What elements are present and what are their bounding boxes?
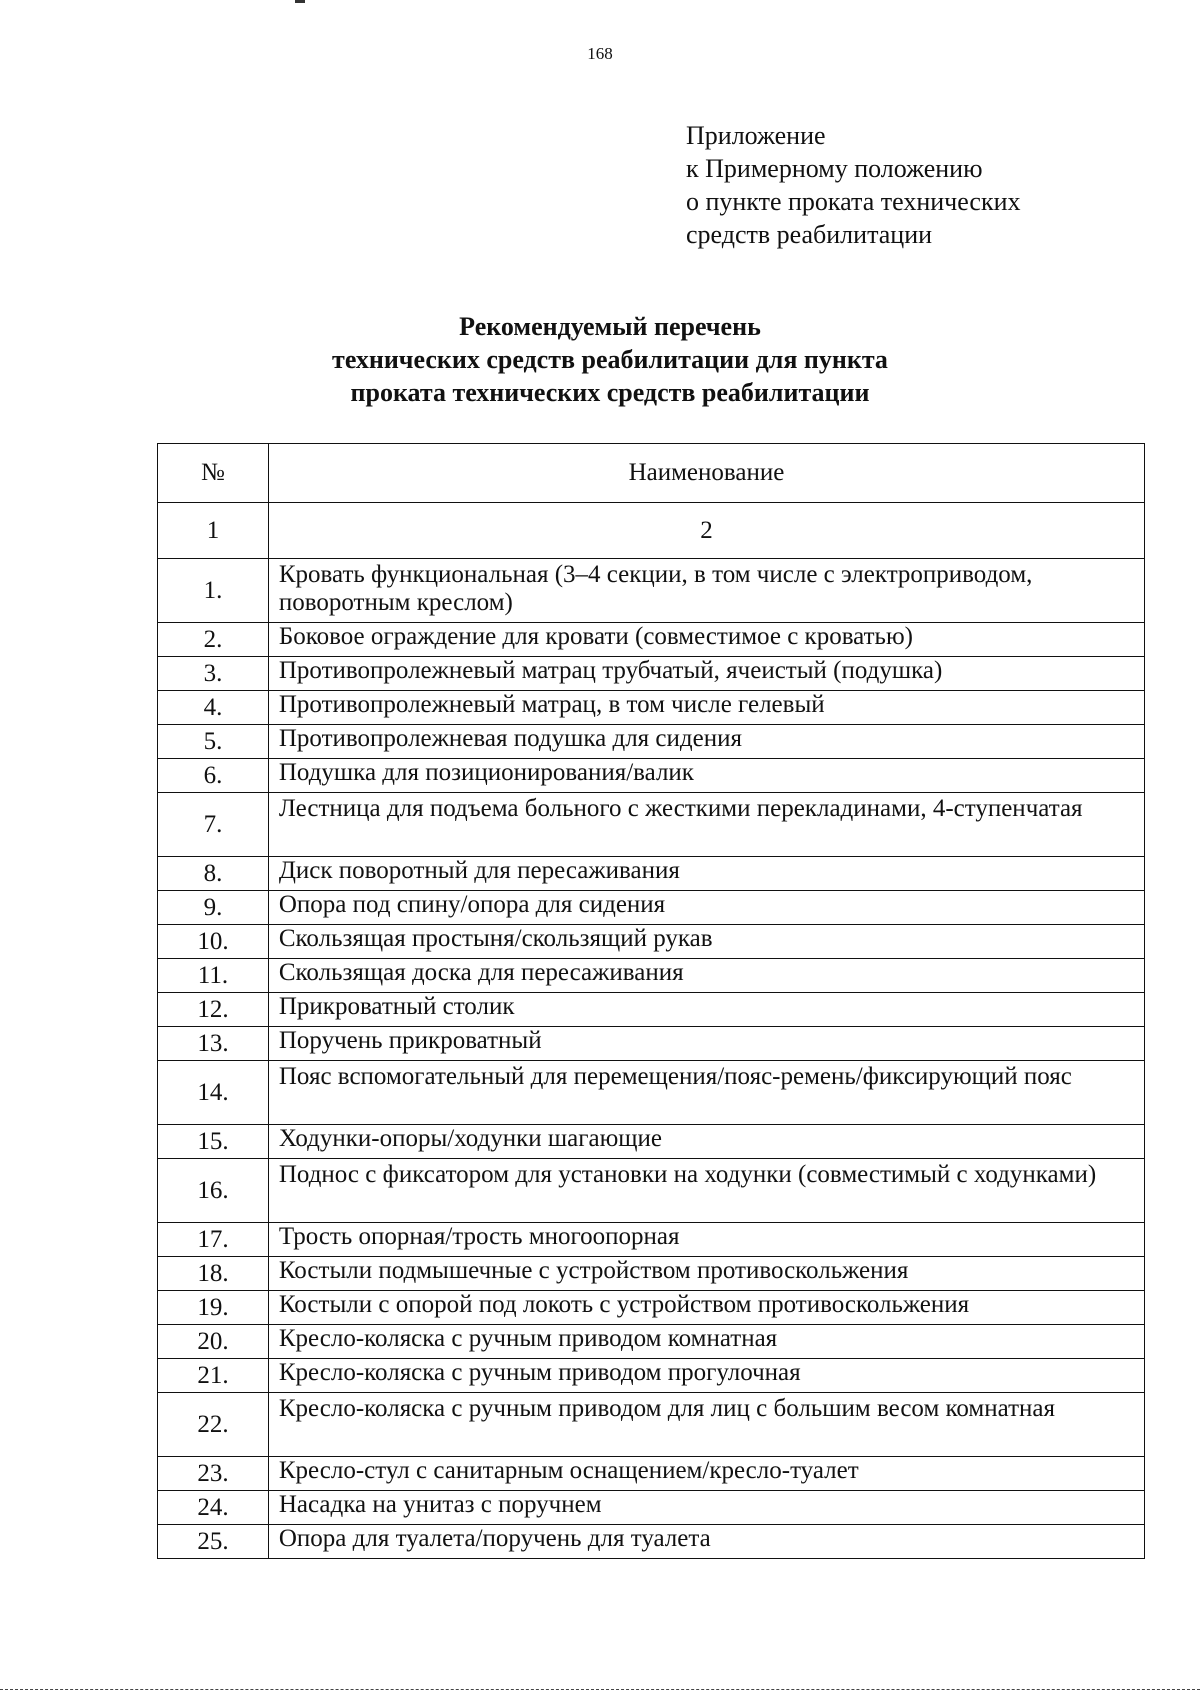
row-name: Скользящая доска для пересаживания — [268, 959, 1144, 993]
table-row — [158, 1223, 1145, 1257]
row-number: 25. — [158, 1525, 269, 1559]
table-row — [158, 857, 1145, 891]
row-number: 15. — [158, 1125, 269, 1159]
table-row — [158, 1125, 1145, 1159]
row-number: 4. — [158, 691, 269, 725]
column-number: 1 — [158, 503, 269, 559]
header-number: № — [158, 444, 269, 503]
row-name: Трость опорная/трость многоопорная — [268, 1223, 1144, 1257]
table-row — [158, 1061, 1145, 1125]
row-number: 9. — [158, 891, 269, 925]
page-number: 168 — [587, 44, 613, 63]
row-name: Кресло-стул с санитарным оснащением/кресло-туалет — [268, 1457, 1144, 1491]
table-row — [158, 725, 1145, 759]
table-row — [158, 925, 1145, 959]
row-number: 11. — [158, 959, 269, 993]
table-row — [158, 759, 1145, 793]
row-name: Прикроватный столик — [268, 993, 1144, 1027]
row-number: 10. — [158, 925, 269, 959]
table-row — [158, 1257, 1145, 1291]
row-name: Противопролежневый матрац, в том числе гелевый — [268, 691, 1144, 725]
row-number: 20. — [158, 1325, 269, 1359]
row-name: Пояс вспомогательный для перемещения/пояс-ремень/фиксирующий пояс — [268, 1061, 1144, 1125]
table-row — [158, 1525, 1145, 1559]
row-name: Опора под спину/опора для сидения — [268, 891, 1144, 925]
document-title — [0, 310, 1200, 409]
row-number: 16. — [158, 1159, 269, 1223]
table-row — [158, 793, 1145, 857]
row-number: 1. — [158, 559, 269, 623]
row-name: Костыли с опорой под локоть с устройством противоскольжения — [268, 1291, 1144, 1325]
row-number: 13. — [158, 1027, 269, 1061]
row-number: 17. — [158, 1223, 269, 1257]
row-name: Поднос с фиксатором для установки на ходунки (совместимый с ходунками) — [268, 1159, 1144, 1223]
table-row — [158, 993, 1145, 1027]
row-name: Насадка на унитаз с поручнем — [268, 1491, 1144, 1525]
row-name: Скользящая простыня/скользящий рукав — [268, 925, 1144, 959]
appendix-line: Приложение — [686, 121, 826, 150]
title-line: технических средств реабилитации для пункта — [332, 345, 888, 374]
table-row — [158, 1291, 1145, 1325]
row-name: Лестница для подъема больного с жесткими перекладинами, 4-ступенчатая — [268, 793, 1144, 857]
table-row — [158, 559, 1145, 623]
row-number: 5. — [158, 725, 269, 759]
items-table — [157, 443, 1145, 1559]
row-name: Кровать функциональная (3–4 секции, в том числе с электроприводом, поворотным креслом) — [268, 559, 1144, 623]
row-name: Кресло-коляска с ручным приводом для лиц с большим весом комнатная — [268, 1393, 1144, 1457]
row-name: Диск поворотный для пересаживания — [268, 857, 1144, 891]
appendix-line: к Примерному положению — [686, 154, 983, 183]
column-number-row — [158, 503, 1145, 559]
table-row — [158, 691, 1145, 725]
table-row — [158, 1359, 1145, 1393]
scan-mark — [295, 0, 305, 3]
row-number: 21. — [158, 1359, 269, 1393]
row-name: Кресло-коляска с ручным приводом комнатная — [268, 1325, 1144, 1359]
table-row — [158, 623, 1145, 657]
header-name: Наименование — [268, 444, 1144, 503]
row-number: 2. — [158, 623, 269, 657]
row-name: Костыли подмышечные с устройством противоскольжения — [268, 1257, 1144, 1291]
table-row — [158, 1491, 1145, 1525]
table-row — [158, 1393, 1145, 1457]
row-number: 8. — [158, 857, 269, 891]
row-number: 24. — [158, 1491, 269, 1525]
appendix-line: о пункте проката технических — [686, 187, 1021, 216]
table-row — [158, 657, 1145, 691]
table-row — [158, 1027, 1145, 1061]
table-row — [158, 959, 1145, 993]
row-number: 19. — [158, 1291, 269, 1325]
table-row — [158, 1159, 1145, 1223]
row-name: Кресло-коляска с ручным приводом прогулочная — [268, 1359, 1144, 1393]
row-number: 14. — [158, 1061, 269, 1125]
row-number: 6. — [158, 759, 269, 793]
row-number: 22. — [158, 1393, 269, 1457]
row-number: 23. — [158, 1457, 269, 1491]
row-name: Поручень прикроватный — [268, 1027, 1144, 1061]
appendix-line: средств реабилитации — [686, 220, 933, 249]
table-row — [158, 891, 1145, 925]
table-header-row — [158, 444, 1145, 503]
column-number: 2 — [268, 503, 1144, 559]
row-number: 12. — [158, 993, 269, 1027]
row-name: Противопролежневый матрац трубчатый, ячеистый (подушка) — [268, 657, 1144, 691]
bottom-rule — [0, 1689, 1200, 1690]
row-name: Подушка для позиционирования/валик — [268, 759, 1144, 793]
row-name: Боковое ограждение для кровати (совместимое с кроватью) — [268, 623, 1144, 657]
title-line: проката технических средств реабилитации — [350, 378, 870, 407]
table-row — [158, 1457, 1145, 1491]
row-number: 7. — [158, 793, 269, 857]
row-name: Опора для туалета/поручень для туалета — [268, 1525, 1144, 1559]
row-number: 3. — [158, 657, 269, 691]
row-number: 18. — [158, 1257, 269, 1291]
row-name: Противопролежневая подушка для сидения — [268, 725, 1144, 759]
title-line: Рекомендуемый перечень — [459, 312, 761, 341]
row-name: Ходунки-опоры/ходунки шагающие — [268, 1125, 1144, 1159]
appendix-note — [686, 119, 1021, 251]
table-row — [158, 1325, 1145, 1359]
